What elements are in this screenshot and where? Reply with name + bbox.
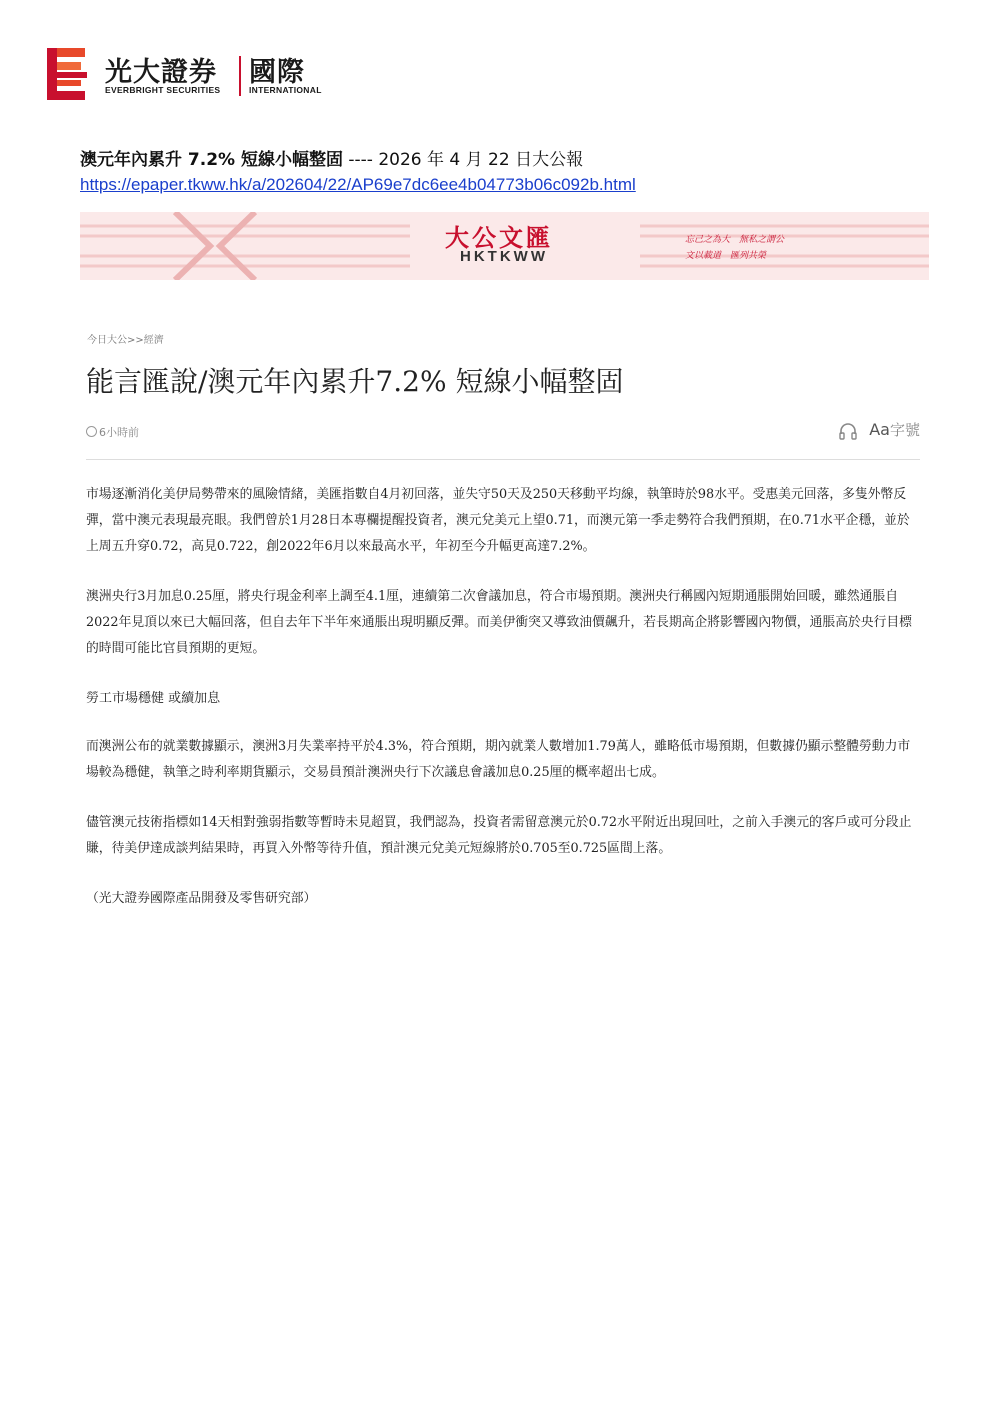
font-size-button[interactable]: [869, 421, 920, 439]
company-name-cn-intl: 國際: [249, 57, 305, 88]
divider: [86, 459, 920, 460]
font-size-button-label: 字號: [889, 421, 920, 439]
company-name-en: EVERBRIGHT SECURITIES: [105, 85, 221, 95]
company-logo-icon: [47, 48, 87, 100]
banner-slogan-line: 忘己之為大 無私之謂公: [685, 235, 785, 245]
headphone-icon[interactable]: [838, 422, 858, 440]
clock-icon: [86, 426, 97, 437]
company-name-en-intl: INTERNATIONAL: [249, 85, 322, 95]
banner-slogan-line: 文以載道 匯列共榮: [685, 251, 767, 261]
banner-name-cn: 大公文匯: [445, 223, 553, 252]
article-tools: [838, 419, 920, 440]
banner-name-en: HKTKWW: [460, 248, 548, 265]
publish-time-text: 6小時前: [99, 426, 139, 439]
logo-divider: [239, 56, 241, 96]
source-link[interactable]: https://epaper.tkww.hk/a/202604/22/AP69e7dc6ee4b04773b06c092b.html: [80, 175, 636, 194]
breadcrumb[interactable]: 今日大公>>經濟: [87, 335, 164, 346]
article-attribution: （光大證券國際產品開發及零售研究部）: [86, 891, 317, 906]
company-logo: [47, 48, 337, 102]
article-subheading: 勞工市場穩健 或續加息: [86, 691, 221, 706]
article-meta: [86, 420, 920, 444]
article-paragraph: 儘管澳元技術指標如14天相對強弱指數等暫時未見超買，我們認為，投資者需留意澳元於0.72水平附近出現回吐，之前入手澳元的客戶或可分段止賺，待美伊達成談判結果時，再買入外幣等待升值，預計澳元兌美元短線將於0.705至0.725區間上落。: [86, 815, 912, 856]
company-name-cn: 光大證券: [105, 57, 217, 88]
publish-time: [86, 424, 139, 440]
source-title: 澳元年內累升 7.2% 短線小幅整固: [80, 150, 343, 170]
article-paragraph: 而澳洲公布的就業數據顯示，澳洲3月失業率持平於4.3%，符合預期，期內就業人數增加1.79萬人，雖略低市場預期，但數據仍顯示整體勞動力市場較為穩健，執筆之時利率期貨顯示，交易員預計澳洲央行下次議息會議加息0.25厘的概率超出七成。: [86, 739, 911, 780]
source-meta: ---- 2026 年 4 月 22 日大公報: [343, 150, 584, 170]
newspaper-banner: [80, 212, 929, 280]
article-title: 能言匯說/澳元年內累升7.2% 短線小幅整固: [86, 365, 624, 398]
banner-slogan: [685, 232, 825, 264]
font-size-button-aa: Aa: [869, 420, 890, 439]
source-line: [80, 145, 583, 170]
article-paragraph: 澳洲央行3月加息0.25厘，將央行現金利率上調至4.1厘，連續第二次會議加息，符合市場預期。澳洲央行稱國內短期通脹開始回暖，雖然通脹自2022年見頂以來已大幅回落，但自去年下半年來通脹出現明顯反彈。而美伊衝突又導致油價飆升，若長期高企將影響國內物價，通脹高於央行目標的時間可能比官員預期的更短。: [86, 589, 912, 656]
article-paragraph: 市場逐漸消化美伊局勢帶來的風險情緒，美匯指數自4月初回落，並失守50天及250天移動平均線，執筆時於98水平。受惠美元回落，多隻外幣反彈，當中澳元表現最亮眼。我們曾於1月28日本專欄提醒投資者，澳元兌美元上望0.71，而澳元第一季走勢符合我們預期，在0.71水平企穩，並於上周五升穿0.72，高見0.722，創2022年6月以來最高水平，年初至今升幅更高達7.2%。: [86, 487, 910, 554]
